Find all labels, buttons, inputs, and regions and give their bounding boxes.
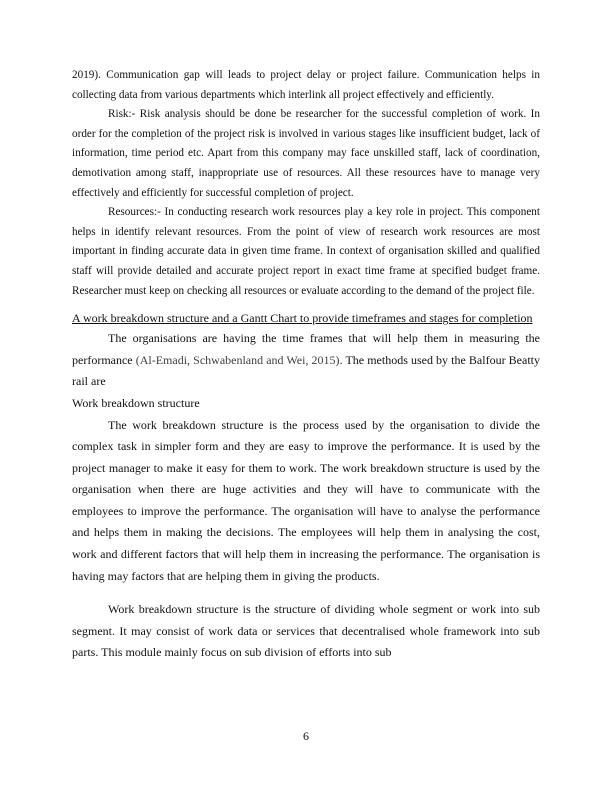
citation: (Al-Emadi, Schwabenland and Wei, 2015) [135, 352, 340, 367]
intro-paragraph [72, 328, 540, 393]
page-content [72, 66, 540, 664]
page-number: 6 [303, 729, 309, 743]
resources-paragraph: Resources:- In conducting research work resources play a key role in project. This component helps in identify relevant resources. From the point of view of research work resources are most important in finding accurate data in given time frame. In context of organisation skilled and qualified staff will provide detailed and accurate project report in exact time frame at specified budget frame. Researcher must keep on checking all resources or evaluate according to the demand of the project file. [72, 206, 540, 297]
section-heading: A work breakdown structure and a Gantt Chart to provide timeframes and stages for completion [72, 311, 533, 326]
intro-text-before: The organisations are having the time frames that will help them in measuring the performance [72, 331, 540, 367]
wbs-paragraph-2: Work breakdown structure is the structure of dividing whole segment or work into sub segment. It may consist of work data or services that decentralised whole framework into sub parts. This module mainly focus on sub division of efforts into sub [72, 602, 540, 660]
risk-paragraph: Risk:- Risk analysis should be done be researcher for the successful completion of work. In order for the completion of the project risk is involved in various stages like insufficient budget, lack of information, time period etc. Apart from this company may face unskilled staff, lack of coordination, demotivation among staff, inappropriate use of resources. All these resources have to manage very effectively and efficiently for successful completion of project. [72, 108, 540, 199]
subheading-wbs: Work breakdown structure [72, 395, 200, 410]
wbs-paragraph-1: The work breakdown structure is the process used by the organisation to divide the complex task in simpler form and they are easy to improve the performance. It is used by the project manager to make it easy for them to work. The work breakdown structure is used by the organisation when there are huge activities and they will have to communicate with the employees to improve the performance. The organisation will have to analyse the performance and helps them in making the decisions. The employees will help them in analysing the cost, work and different factors that will help them in increasing the performance. The organisation is having may factors that are helping them in giving the products. [72, 417, 540, 583]
continuation-paragraph: 2019). Communication gap will leads to project delay or project failure. Communication helps in collecting data from various departments which interlink all project effectively and efficiently. [72, 69, 540, 101]
intro-text-after: . The methods used by the Balfour Beatty rail are [72, 352, 540, 389]
